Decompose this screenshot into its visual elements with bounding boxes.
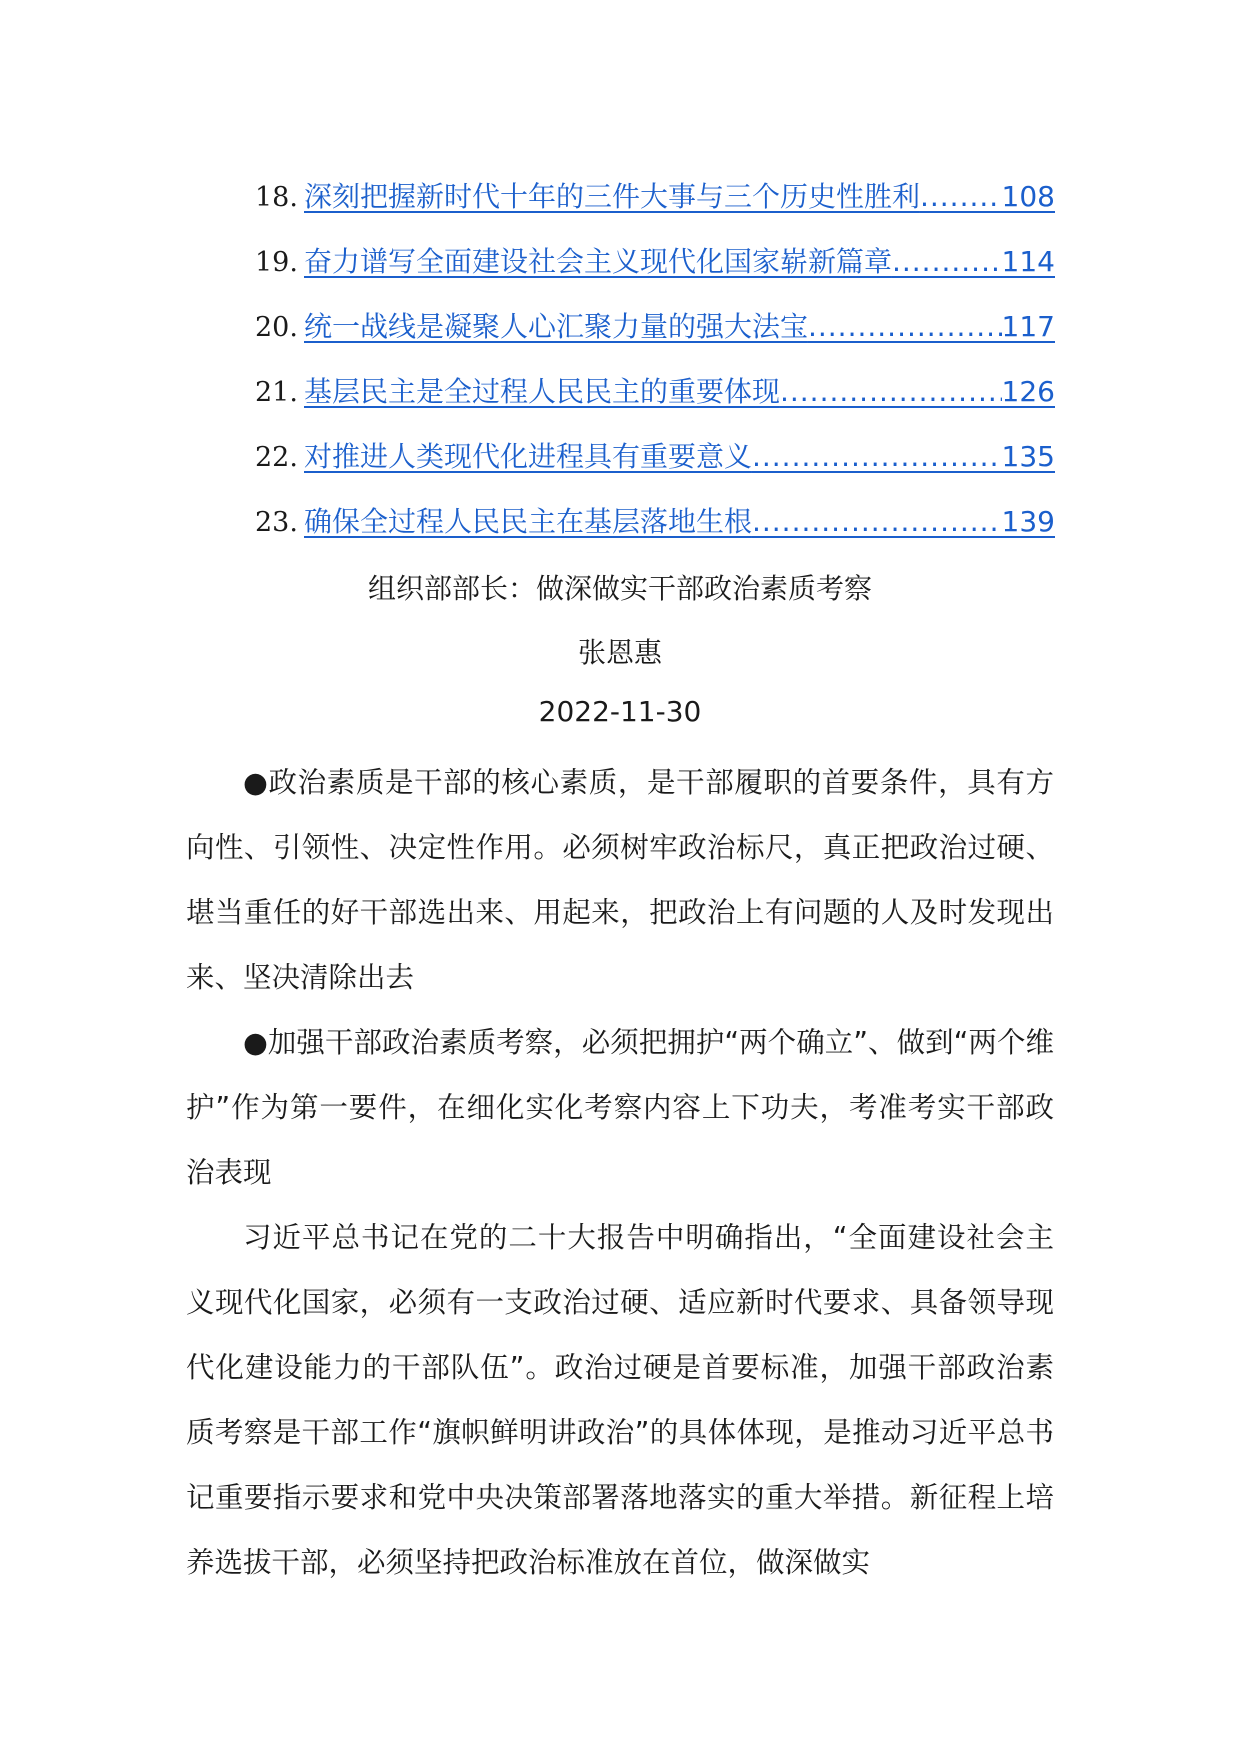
summary-paragraph: ●政治素质是干部的核心素质，是干部履职的首要条件，具有方向性、引领性、决定性作用。必须树牢政治标尺，真正把政治过硬、堪当重任的好干部选出来、用起来，把政治上有问题的人及时发现出来、坚决清除出去 [186,766,1054,994]
toc-entry-link[interactable] [304,367,1055,417]
toc-entry-title: 统一战线是凝聚人心汇聚力量的强大法宝 [303,310,808,343]
toc-entry [255,367,1055,432]
toc-entry-link[interactable] [304,432,1055,482]
toc-entry-link[interactable] [304,497,1055,547]
article-title: 组织部部长：做深做实干部政治素质考察 [367,572,872,605]
toc-entry [255,497,1055,562]
toc-entry [255,172,1055,237]
toc-entry-number: 19. [255,247,298,278]
toc-entry-title: 深刻把握新时代十年的三件大事与三个历史性胜利 [303,180,920,213]
toc-entry-title: 基层民主是全过程人民民主的重要体现 [303,375,780,408]
toc-entry-number: 20. [255,312,298,343]
toc-entry [255,302,1055,367]
toc-entry-page: 114 [1001,245,1055,278]
toc-entry-link[interactable] [304,302,1055,352]
toc-entry-page: 126 [1001,375,1055,408]
toc-entry-title: 奋力谱写全面建设社会主义现代化国家崭新篇章 [303,245,892,278]
toc-dot-leader [752,497,1002,547]
toc-entry-number: 21. [255,377,298,408]
toc-entry-page: 139 [1001,505,1055,538]
toc-entry-title: 对推进人类现代化进程具有重要意义 [303,440,752,473]
table-of-contents [255,172,1055,562]
toc-dot-leader [780,367,1002,417]
toc-dot-leader [920,172,1002,222]
toc-entry-page: 108 [1001,180,1055,213]
toc-dot-leader [808,302,1002,352]
toc-entry [255,237,1055,302]
article-date: 2022-11-30 [538,695,702,728]
toc-entry-number: 23. [255,507,298,538]
toc-dot-leader [752,432,1002,482]
toc-entry-link[interactable] [304,172,1055,222]
article-body [186,750,1054,1595]
toc-dot-leader [892,237,1002,287]
toc-entry-page: 135 [1001,440,1055,473]
toc-entry-title: 确保全过程人民民主在基层落地生根 [303,505,752,538]
toc-entry-link[interactable] [304,237,1055,287]
body-paragraph: 习近平总书记在党的二十大报告中明确指出，“全面建设社会主义现代化国家，必须有一支政治过硬、适应新时代要求、具备领导现代化建设能力的干部队伍”。政治过硬是首要标准，加强干部政治素质考察是干部工作“旗帜鲜明讲政治”的具体体现，是推动习近平总书记重要指示要求和党中央决策部署落地落实的重大举措。新征程上培养选拔干部，必须坚持把政治标准放在首位，做深做实 [186,1221,1054,1579]
toc-entry-number: 22. [255,442,298,473]
summary-paragraph: ●加强干部政治素质考察，必须把拥护“两个确立”、做到“两个维护”作为第一要件，在细化实化考察内容上下功夫，考准考实干部政治表现 [186,1026,1054,1189]
toc-entry [255,432,1055,497]
toc-entry-number: 18. [255,182,298,213]
toc-entry-page: 117 [1001,310,1055,343]
article-author: 张恩惠 [577,636,662,669]
